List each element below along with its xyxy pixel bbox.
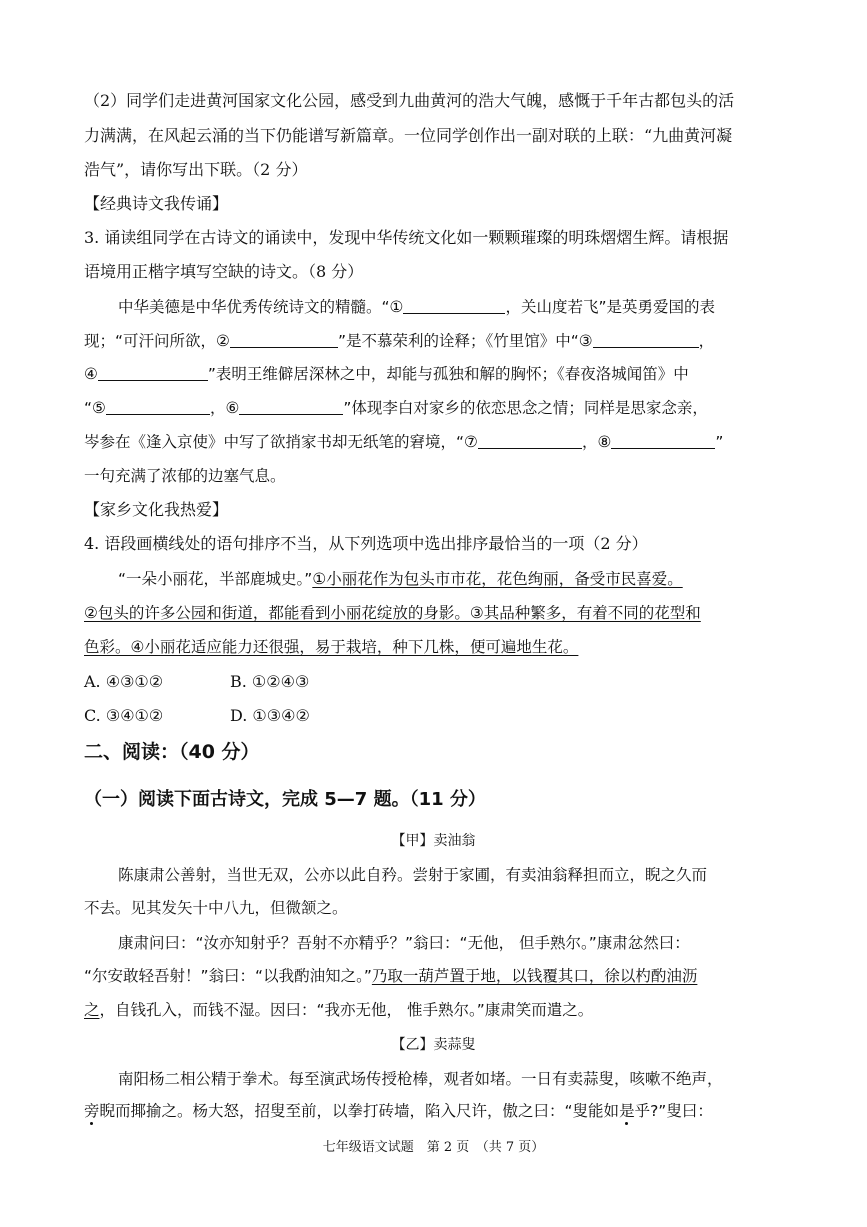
q4-passage-line-1 (118, 568, 683, 590)
q4-passage-line-3: 色彩。④小丽花适应能力还很强，易于栽培，种下几株，便可遍地生花。 (84, 638, 579, 656)
q3-line-2: 语境用正楷字填写空缺的诗文。（8 分） (84, 262, 364, 281)
part-2-section-1-heading: （一）阅读下面古诗文，完成 5—7 题。（11 分） (84, 789, 486, 810)
q4-underlined-text: ①小丽花作为包头市市花，花色绚丽，备受市民喜爱。 (312, 570, 683, 588)
jia-text: ，自钱孔入，而钱不湿。因曰：“我亦无他， 惟手熟尔。”康肃笑而遣之。 (99, 1001, 594, 1019)
blank-6[interactable] (239, 398, 343, 415)
jia-line-4 (84, 965, 697, 987)
q2-line-1: （2）同学们走进黄河国家文化公园，感受到九曲黄河的浩大气魄，感慨于千年古都包头的活 (84, 91, 735, 110)
blank-7[interactable] (478, 432, 582, 449)
q3-text: ，关山度若飞”是英勇爱国的表 (505, 298, 715, 316)
passage-yi-title: 【乙】卖蒜叟 (391, 1037, 476, 1053)
option-c[interactable]: C. ③④①② (84, 706, 164, 725)
yi-dotted-char: 是 (619, 1102, 635, 1120)
q3-text: ”表明王维僻居深林之中，却能与孤独和解的胸怀；《春夜洛城闻笛》中 (207, 365, 689, 383)
q3-passage-line-1 (118, 296, 715, 318)
q3-text: ④ (84, 365, 98, 383)
passage-jia-title: 【甲】卖油翁 (391, 833, 476, 849)
jia-line-2: 不去。见其发矢十中八九，但微颔之。 (84, 899, 348, 917)
page-footer: 七年级语文试题 第 2 页 （共 7 页） (322, 1140, 545, 1155)
yi-text: 睨而揶揄之。杨大怒，招叟至前，以拳打砖墙，陷入尺许，傲之曰：“叟能如 (99, 1102, 620, 1120)
q3-text: ， (698, 332, 715, 350)
jia-line-5 (84, 999, 593, 1021)
option-d[interactable]: D. ①③④② (230, 706, 310, 725)
yi-dotted-char: 旁 (84, 1102, 100, 1120)
blank-2[interactable] (230, 331, 338, 348)
jia-underlined-text: 之 (84, 1001, 100, 1019)
q4-stem: 4. 语段画横线处的语句排序不当，从下列选项中选出排序最恰当的一项（2 分） (84, 534, 648, 553)
part-2-heading: 二、阅读：（40 分） (84, 741, 260, 763)
blank-1[interactable] (403, 297, 505, 314)
jia-line-3: 康肃问曰：“汝亦知射乎？吾射不亦精乎？”翁曰：“无他， 但手熟尔。”康肃忿然曰： (118, 934, 690, 952)
option-b[interactable]: B. ①②④③ (230, 672, 310, 691)
q3-passage-line-5 (84, 431, 723, 453)
section-classic-poetry: 【经典诗文我传诵】 (84, 194, 229, 213)
q3-text: ”是不慕荣利的诠释；《竹里馆》中“③ (337, 332, 593, 350)
q3-text: ，⑧ (581, 433, 612, 451)
jia-line-1: 陈康肃公善射，当世无双，公亦以此自矜。尝射于家圃，有卖油翁释担而立，睨之久而 (118, 866, 708, 884)
q3-passage-line-3 (84, 363, 689, 385)
q3-text: “⑤ (84, 399, 106, 417)
q3-passage-line-2 (84, 330, 714, 352)
yi-line-2 (84, 1100, 713, 1122)
q3-text: 中华美德是中华优秀传统诗文的精髓。“① (118, 298, 404, 316)
blank-8[interactable] (611, 432, 715, 449)
yi-text: 乎?”叟曰： (634, 1102, 713, 1120)
q3-text: 岑参在《逢入京使》中写了欲捎家书却无纸笔的窘境，“⑦ (84, 433, 478, 451)
q4-text: “一朵小丽花，半部鹿城史。” (118, 570, 313, 588)
jia-underlined-text: 乃取一葫芦置于地，以钱覆其口，徐以杓酌油沥 (371, 967, 698, 985)
yi-line-1: 南阳杨二相公精于拳术。每至演武场传授枪棒，观者如堵。一日有卖蒜叟，咳嗽不绝声， (118, 1070, 723, 1088)
jia-text: “尔安敢轻吾射！”翁曰：“以我酌油知之。” (84, 967, 372, 985)
q3-text: 现；“可汗问所欲，② (84, 332, 230, 350)
q3-line-1: 3. 诵读组同学在古诗文的诵读中，发现中华传统文化如一颗颗璀璨的明珠熠熠生辉。请根据 (84, 228, 729, 247)
q3-passage-line-6: 一句充满了浓郁的边塞气息。 (84, 467, 286, 485)
q3-text: ，⑥ (209, 399, 240, 417)
q2-line-3: 浩气”，请你写出下联。（2 分） (84, 160, 308, 179)
option-a[interactable]: A. ④③①② (84, 672, 164, 691)
blank-3[interactable] (593, 331, 699, 348)
q4-passage-line-2: ②包头的许多公园和街道，都能看到小丽花绽放的身影。③其品种繁多，有着不同的花型和 (84, 604, 701, 622)
blank-5[interactable] (106, 398, 210, 415)
q3-text: ” (715, 433, 724, 451)
blank-4[interactable] (98, 364, 208, 381)
q3-text: ”体现李白对家乡的依恋思念之情；同样是思家念亲， (343, 399, 708, 417)
q3-passage-line-4 (84, 397, 708, 419)
q2-line-2: 力满满，在风起云涌的当下仍能谱写新篇章。一位同学创作出一副对联的上联：“九曲黄河凝 (84, 126, 733, 145)
section-hometown-culture: 【家乡文化我热爱】 (84, 500, 229, 519)
